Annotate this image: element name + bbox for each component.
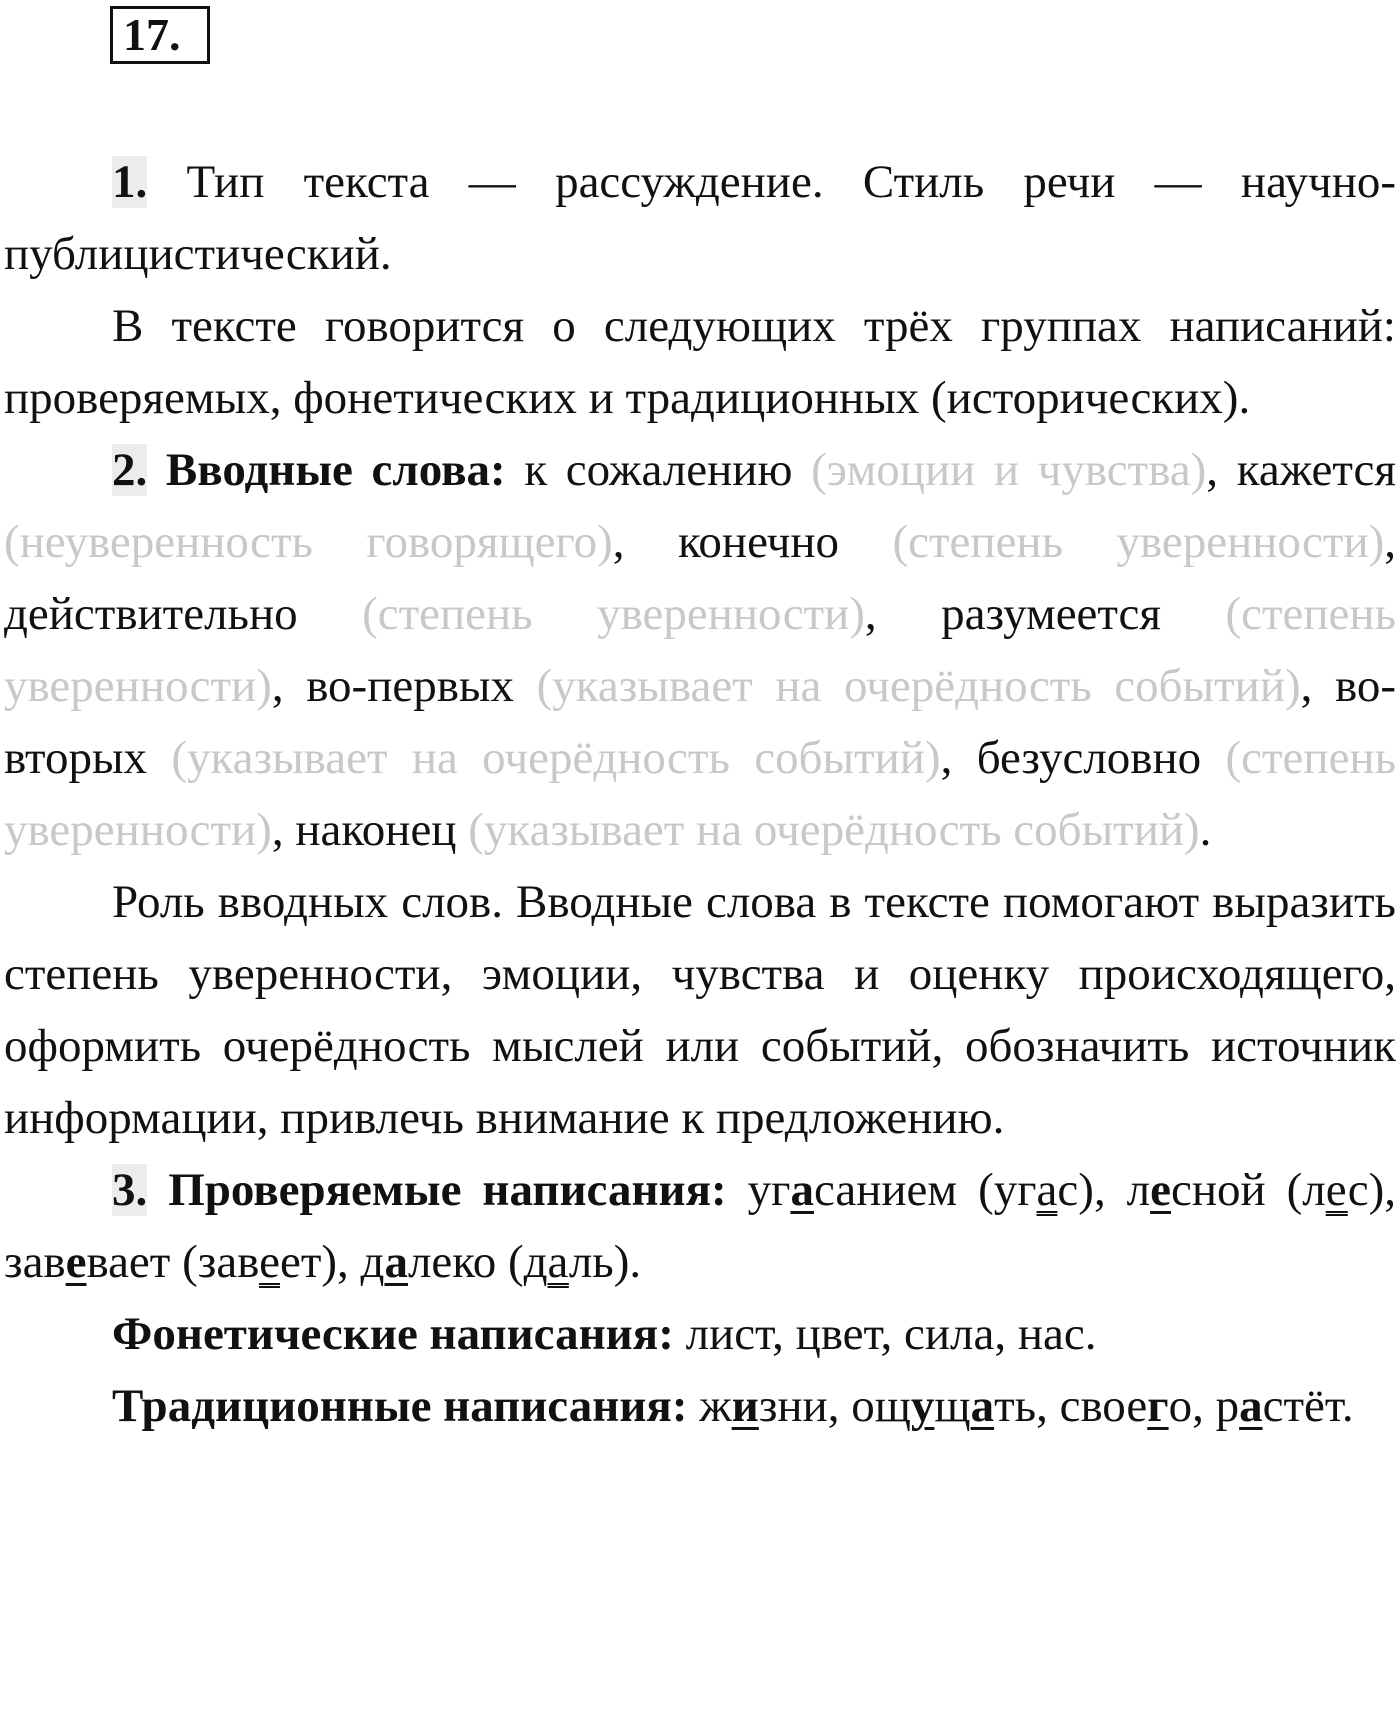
checked-vowel: е	[65, 1236, 87, 1288]
intro-word-note: (указывает на очерёдность событий)	[171, 732, 941, 784]
role-paragraph: Роль вводных слов. Вводные слова в тексте помогают выразить степень уверенности, эмоции, чувства и оценку происходящего, оформить очерёдность мыслей или событий, обозначить источник информации, привлечь внимание к предложению.	[4, 876, 1396, 1144]
checked-vowel: е	[1150, 1164, 1171, 1216]
intro-word-note: (степень уверенности)	[362, 588, 865, 640]
word-part: о	[1168, 1380, 1193, 1432]
section-2-number: 2.	[112, 444, 148, 496]
word-part: зни	[758, 1380, 828, 1432]
word-part: свое	[1059, 1380, 1148, 1432]
traditional-label: Традиционные написания:	[112, 1380, 688, 1432]
word-separator: ,	[337, 1236, 361, 1288]
word-part: стёт	[1262, 1380, 1342, 1432]
section-2	[4, 434, 1396, 866]
check-word-part: ль	[568, 1236, 614, 1288]
section-1-number: 1.	[112, 156, 148, 208]
traditional-words-list	[699, 1380, 1353, 1432]
word-part: л	[1126, 1164, 1151, 1216]
word-part: д	[360, 1236, 385, 1288]
check-word-part: уг	[993, 1164, 1037, 1216]
word-part: щ	[934, 1380, 971, 1432]
word-part: зав	[4, 1236, 66, 1288]
word-separator: ,	[1384, 1164, 1397, 1216]
intro-word-note: (указывает на очерёдность событий)	[536, 660, 1301, 712]
check-word-part: с	[1057, 1164, 1079, 1216]
intro-word-separator: ,	[612, 516, 625, 568]
check-vowel: е	[259, 1236, 280, 1288]
checked-words-list: угасанием (угас), лесной (лес), завевает (завеет), далеко (даль).	[4, 1164, 1397, 1288]
section-3-number: 3.	[112, 1164, 148, 1216]
word-separator: .	[1341, 1380, 1354, 1432]
intro-word: действительно	[4, 588, 298, 640]
traditional-letter: у	[910, 1380, 935, 1432]
word-part: уг	[747, 1164, 791, 1216]
intro-word: во-вторых	[4, 660, 1397, 784]
word-separator: ,	[1093, 1164, 1127, 1216]
intro-word-separator: ,	[1206, 444, 1219, 496]
word-part: санием	[813, 1164, 958, 1216]
intro-word-separator: ,	[940, 732, 953, 784]
phonetic-line	[4, 1298, 1396, 1370]
intro-word-separator: ,	[1300, 660, 1313, 712]
checked-vowel: а	[790, 1164, 814, 1216]
phonetic-label: Фонетические написания:	[112, 1308, 674, 1360]
intro-word-separator: ,	[1384, 516, 1397, 568]
intro-word: конечно	[677, 516, 840, 568]
word-part: леко	[407, 1236, 497, 1288]
intro-word-note: (эмоции и чувства)	[811, 444, 1207, 496]
word-part: ощ	[851, 1380, 911, 1432]
intro-word-separator: .	[1199, 804, 1212, 856]
intro-word-separator: ,	[271, 660, 284, 712]
check-vowel: е	[1325, 1164, 1348, 1216]
intro-word: во-первых	[306, 660, 514, 712]
checked-vowel: а	[384, 1236, 408, 1288]
answer-text	[4, 146, 1396, 1442]
word-part: сной	[1170, 1164, 1266, 1216]
check-word-part: зав	[197, 1236, 260, 1288]
intro-word-note: (степень уверенности)	[4, 588, 1396, 712]
traditional-letter: г	[1147, 1380, 1169, 1432]
check-vowel: а	[547, 1236, 569, 1288]
task-number-box: 17.	[110, 6, 210, 64]
check-word-part: л	[1302, 1164, 1326, 1216]
intro-word-note: (степень уверенности)	[4, 732, 1397, 856]
intro-word: наконец	[295, 804, 457, 856]
word-part: ж	[699, 1380, 732, 1432]
intro-word: к сожалению	[524, 444, 793, 496]
word-separator: ,	[1036, 1380, 1060, 1432]
check-vowel: а	[1036, 1164, 1058, 1216]
check-word-part: ет	[279, 1236, 322, 1288]
word-part: вает	[86, 1236, 171, 1288]
intro-word: безусловно	[976, 732, 1202, 784]
check-word-part: д	[523, 1236, 548, 1288]
intro-word: кажется	[1236, 444, 1397, 496]
traditional-line	[4, 1370, 1396, 1442]
word-part: р	[1215, 1380, 1240, 1432]
intro-word: разумеется	[941, 588, 1162, 640]
section-1-paragraph-2: В тексте говорится о следующих трёх группах написаний: проверяемых, фонетических и традиционных (исторических).	[4, 300, 1396, 424]
traditional-letter: а	[1239, 1380, 1263, 1432]
intro-words-list	[4, 444, 1396, 856]
word-separator: .	[629, 1236, 642, 1288]
intro-word-separator: ,	[864, 588, 877, 640]
phonetic-text: лист, цвет, сила, нас.	[673, 1308, 1097, 1360]
intro-word-note: (степень уверенности)	[892, 516, 1385, 568]
word-separator: ,	[1192, 1380, 1216, 1432]
word-part: ть	[994, 1380, 1037, 1432]
intro-word-note: (указывает на очерёдность событий)	[468, 804, 1200, 856]
intro-word-separator: ,	[271, 804, 284, 856]
section-3-label: Проверяемые написания:	[147, 1164, 727, 1216]
section-1	[4, 146, 1396, 290]
traditional-letter: и	[731, 1380, 759, 1432]
section-2-label: Вводные слова:	[147, 444, 506, 496]
traditional-letter: а	[970, 1380, 995, 1432]
section-1-text: Тип текста — рассуждение. Стиль речи — научно-публицистический.	[4, 156, 1396, 280]
word-separator: ,	[827, 1380, 852, 1432]
intro-word-note: (неуверенность говорящего)	[4, 516, 613, 568]
section-3	[4, 1154, 1396, 1298]
check-word-part: с	[1347, 1164, 1369, 1216]
